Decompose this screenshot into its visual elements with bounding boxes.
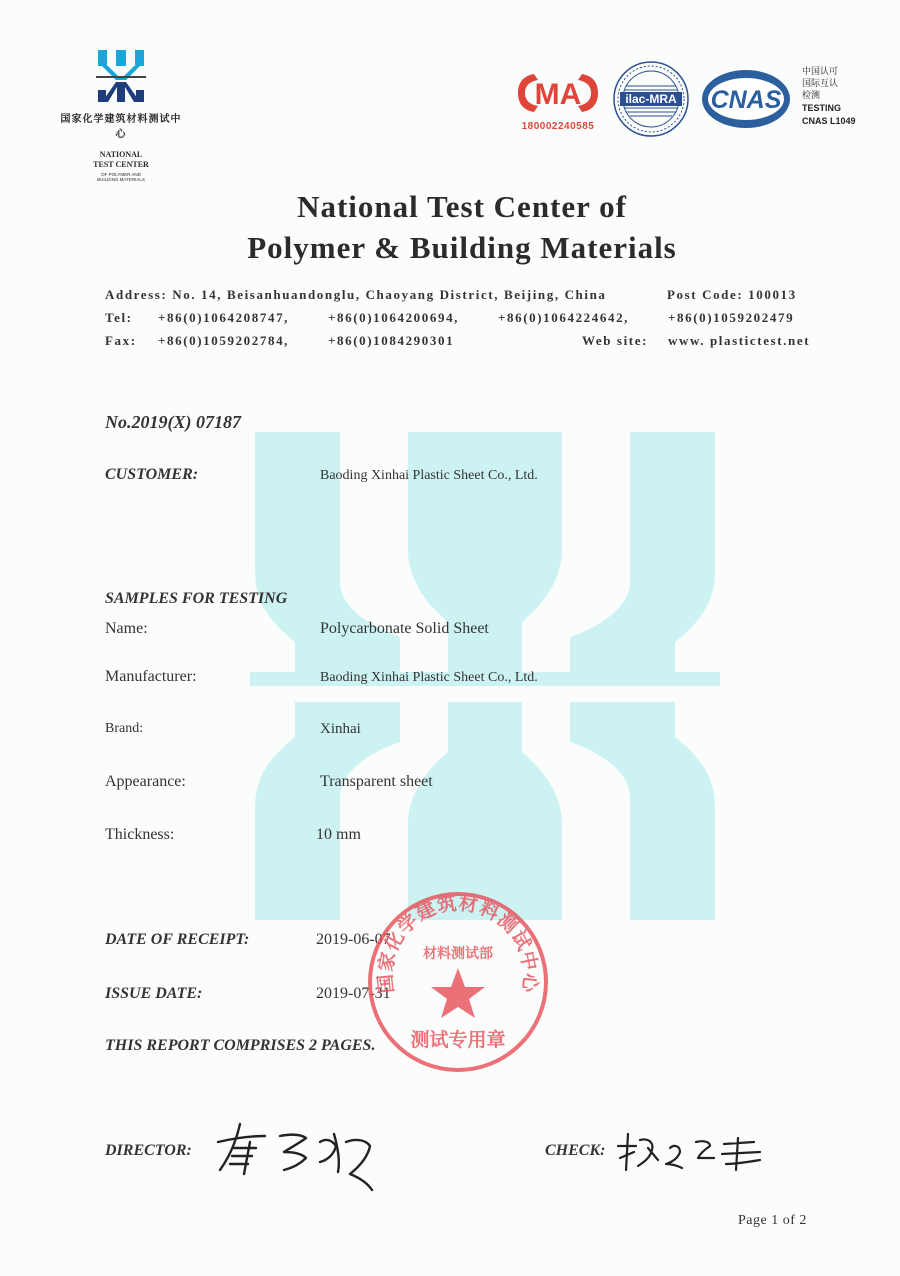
ntc-logo xyxy=(56,50,186,182)
fax-label: Fax: xyxy=(105,333,137,348)
cnas-text: CNAS xyxy=(710,86,782,114)
ilac-mra-mark xyxy=(612,60,690,138)
seal-bottom-text: 测试专用章 xyxy=(410,1029,506,1051)
ntc-name-en: NATIONAL TEST CENTER xyxy=(93,150,149,169)
address-line: Address: No. 14, Beisanhuandonglu, Chaoyang District, Beijing, China xyxy=(105,287,607,302)
director-label: DIRECTOR: xyxy=(105,1142,192,1159)
ntc-emblem-icon xyxy=(96,50,146,102)
tel-number-1: +86(0)1064208747, xyxy=(158,310,290,325)
ntc-name-cn: 国家化学建筑材料测试中心 xyxy=(60,114,182,140)
pages-statement: THIS REPORT COMPRISES 2 PAGES. xyxy=(105,1037,376,1054)
report-number: No.2019(X) 07187 xyxy=(105,412,241,432)
appearance-label: Appearance: xyxy=(105,773,186,790)
cma-number: 180002240585 xyxy=(521,121,595,132)
sample-name-label: Name: xyxy=(105,620,148,637)
ilac-text: ilac-MRA xyxy=(625,92,677,106)
tel-number-4: +86(0)1059202479 xyxy=(668,310,795,325)
page-number: Page 1 of 2 xyxy=(738,1213,807,1228)
director-signature xyxy=(210,1112,390,1192)
receipt-date-value: 2019-06-07 xyxy=(316,931,391,948)
sample-name-value: Polycarbonate Solid Sheet xyxy=(320,620,489,637)
customer-label: CUSTOMER: xyxy=(105,466,199,483)
tel-number-2: +86(0)1064200694, xyxy=(328,310,460,325)
tel-label: Tel: xyxy=(105,310,133,325)
manufacturer-value: Baoding Xinhai Plastic Sheet Co., Ltd. xyxy=(320,670,538,685)
cnas-info: 中国认可 国际互认 检测 TESTING CNAS L1049 xyxy=(802,67,856,126)
website-value: www. plastictest.net xyxy=(668,333,811,348)
check-label: CHECK: xyxy=(545,1142,606,1159)
cnas-mark xyxy=(700,68,792,130)
manufacturer-label: Manufacturer: xyxy=(105,668,197,685)
check-signature xyxy=(614,1128,774,1178)
customer-value: Baoding Xinhai Plastic Sheet Co., Ltd. xyxy=(320,468,538,483)
official-seal xyxy=(364,888,552,1076)
brand-value: Xinhai xyxy=(320,721,361,737)
thickness-label: Thickness: xyxy=(105,826,175,843)
ntc-subname-en: OF POLYMER AND BUILDING MATERIALS xyxy=(97,172,145,182)
fax-number-2: +86(0)1084290301 xyxy=(328,333,455,348)
website-label: Web site: xyxy=(582,333,649,348)
fax-number-1: +86(0)1059202784, xyxy=(158,333,290,348)
samples-heading: SAMPLES FOR TESTING xyxy=(105,590,288,607)
post-code: Post Code: 100013 xyxy=(667,287,797,302)
appearance-value: Transparent sheet xyxy=(320,773,433,790)
receipt-date-label: DATE OF RECEIPT: xyxy=(105,931,250,948)
cma-mark xyxy=(516,70,600,132)
seal-star-icon xyxy=(431,968,485,1018)
cma-logo-icon xyxy=(516,70,600,116)
issue-date-value: 2019-07-31 xyxy=(316,985,391,1002)
seal-inner-text: 材料测试部 xyxy=(423,946,493,962)
thickness-value: 10 mm xyxy=(316,826,361,843)
brand-label: Brand: xyxy=(105,721,144,736)
issue-date-label: ISSUE DATE: xyxy=(105,985,203,1002)
tel-number-3: +86(0)1064224642, xyxy=(498,310,630,325)
document-title: National Test Center of Polymer & Building Materials xyxy=(247,189,677,265)
cma-text: MA xyxy=(534,78,582,111)
seal-outer-text: 国家化学建筑材料测试中心 xyxy=(374,892,542,995)
